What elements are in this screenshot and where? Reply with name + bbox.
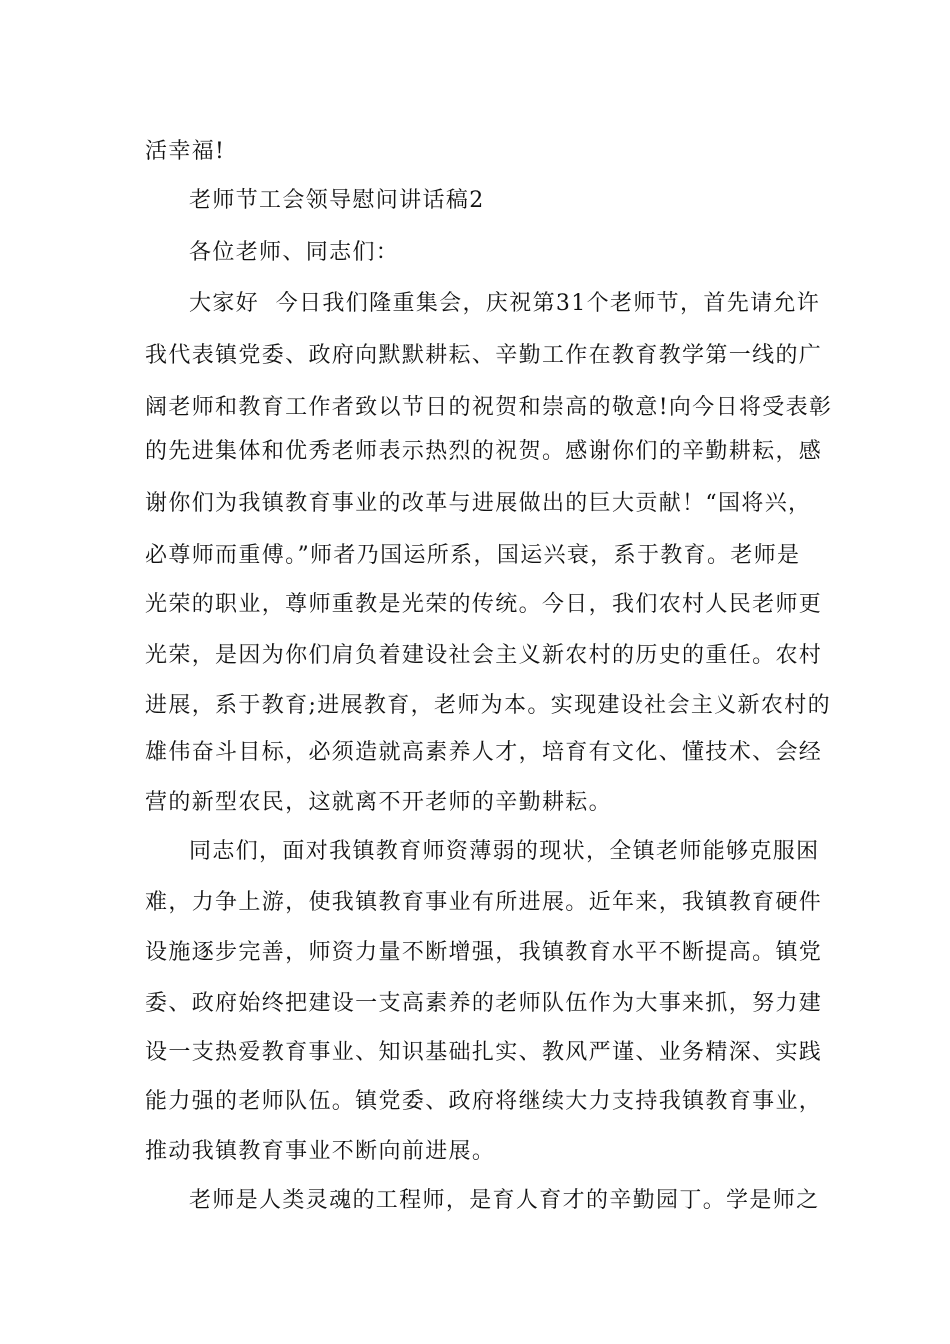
paragraph-1-line: 阔老师和教育工作者致以节日的祝贺和崇高的敬意!向今日将受表彰: [145, 395, 833, 420]
salutation: 各位老师、同志们：: [189, 240, 400, 265]
section-title: 老师节工会领导慰问讲话稿2: [189, 188, 485, 213]
paragraph-1-line: 雄伟奋斗目标，必须造就高素养人才，培育有文化、懂技术、会经: [145, 740, 823, 765]
paragraph-2-line: 同志们，面对我镇教育师资薄弱的现状，全镇老师能够克服困: [189, 839, 820, 864]
paragraph-2-line: 能力强的老师队伍。镇党委、政府将继续大力支持我镇教育事业，: [145, 1089, 823, 1114]
text-line-continuation: 活幸福!: [145, 139, 226, 164]
paragraph-1-line: 光荣，是因为你们肩负着建设社会主义新农村的历史的重任。农村: [145, 643, 823, 668]
paragraph-1-line: 必尊师而重傅。”师者乃国运所系，国运兴衰，系于教育。老师是: [145, 543, 801, 568]
paragraph-1-line: 光荣的职业，尊师重教是光荣的传统。今日，我们农村人民老师更: [145, 592, 823, 617]
paragraph-1-line: 我代表镇党委、政府向默默耕耘、辛勤工作在教育教学第一线的广: [145, 343, 823, 368]
paragraph-1-line: 谢你们为我镇教育事业的改革与进展做出的巨大贡献！“国将兴，: [145, 491, 812, 516]
paragraph-2-line: 委、政府始终把建设一支高素养的老师队伍作为大事来抓，努力建: [145, 991, 823, 1016]
paragraph-1-line: 营的新型农民，这就离不开老师的辛勤耕耘。: [145, 790, 613, 815]
paragraph-2-line: 设施逐步完善，师资力量不断增强，我镇教育水平不断提高。镇党: [145, 940, 823, 965]
paragraph-1-line: 大家好 今日我们隆重集会，庆祝第31个老师节，首先请允许: [189, 291, 821, 316]
paragraph-3-line: 老师是人类灵魂的工程师，是育人育才的辛勤园丁。学是师之: [189, 1188, 820, 1213]
paragraph-2-line: 设一支热爱教育事业、知识基础扎实、教风严谨、业务精深、实践: [145, 1040, 823, 1065]
paragraph-1-line: 的先进集体和优秀老师表示热烈的祝贺。感谢你们的辛勤耕耘，感: [145, 439, 823, 464]
paragraph-2-line: 推动我镇教育事业不断向前进展。: [145, 1139, 496, 1164]
paragraph-1-line: 进展，系于教育;进展教育，老师为本。实现建设社会主义新农村的: [145, 693, 831, 718]
paragraph-2-line: 难，力争上游，使我镇教育事业有所进展。近年来，我镇教育硬件: [145, 890, 823, 915]
